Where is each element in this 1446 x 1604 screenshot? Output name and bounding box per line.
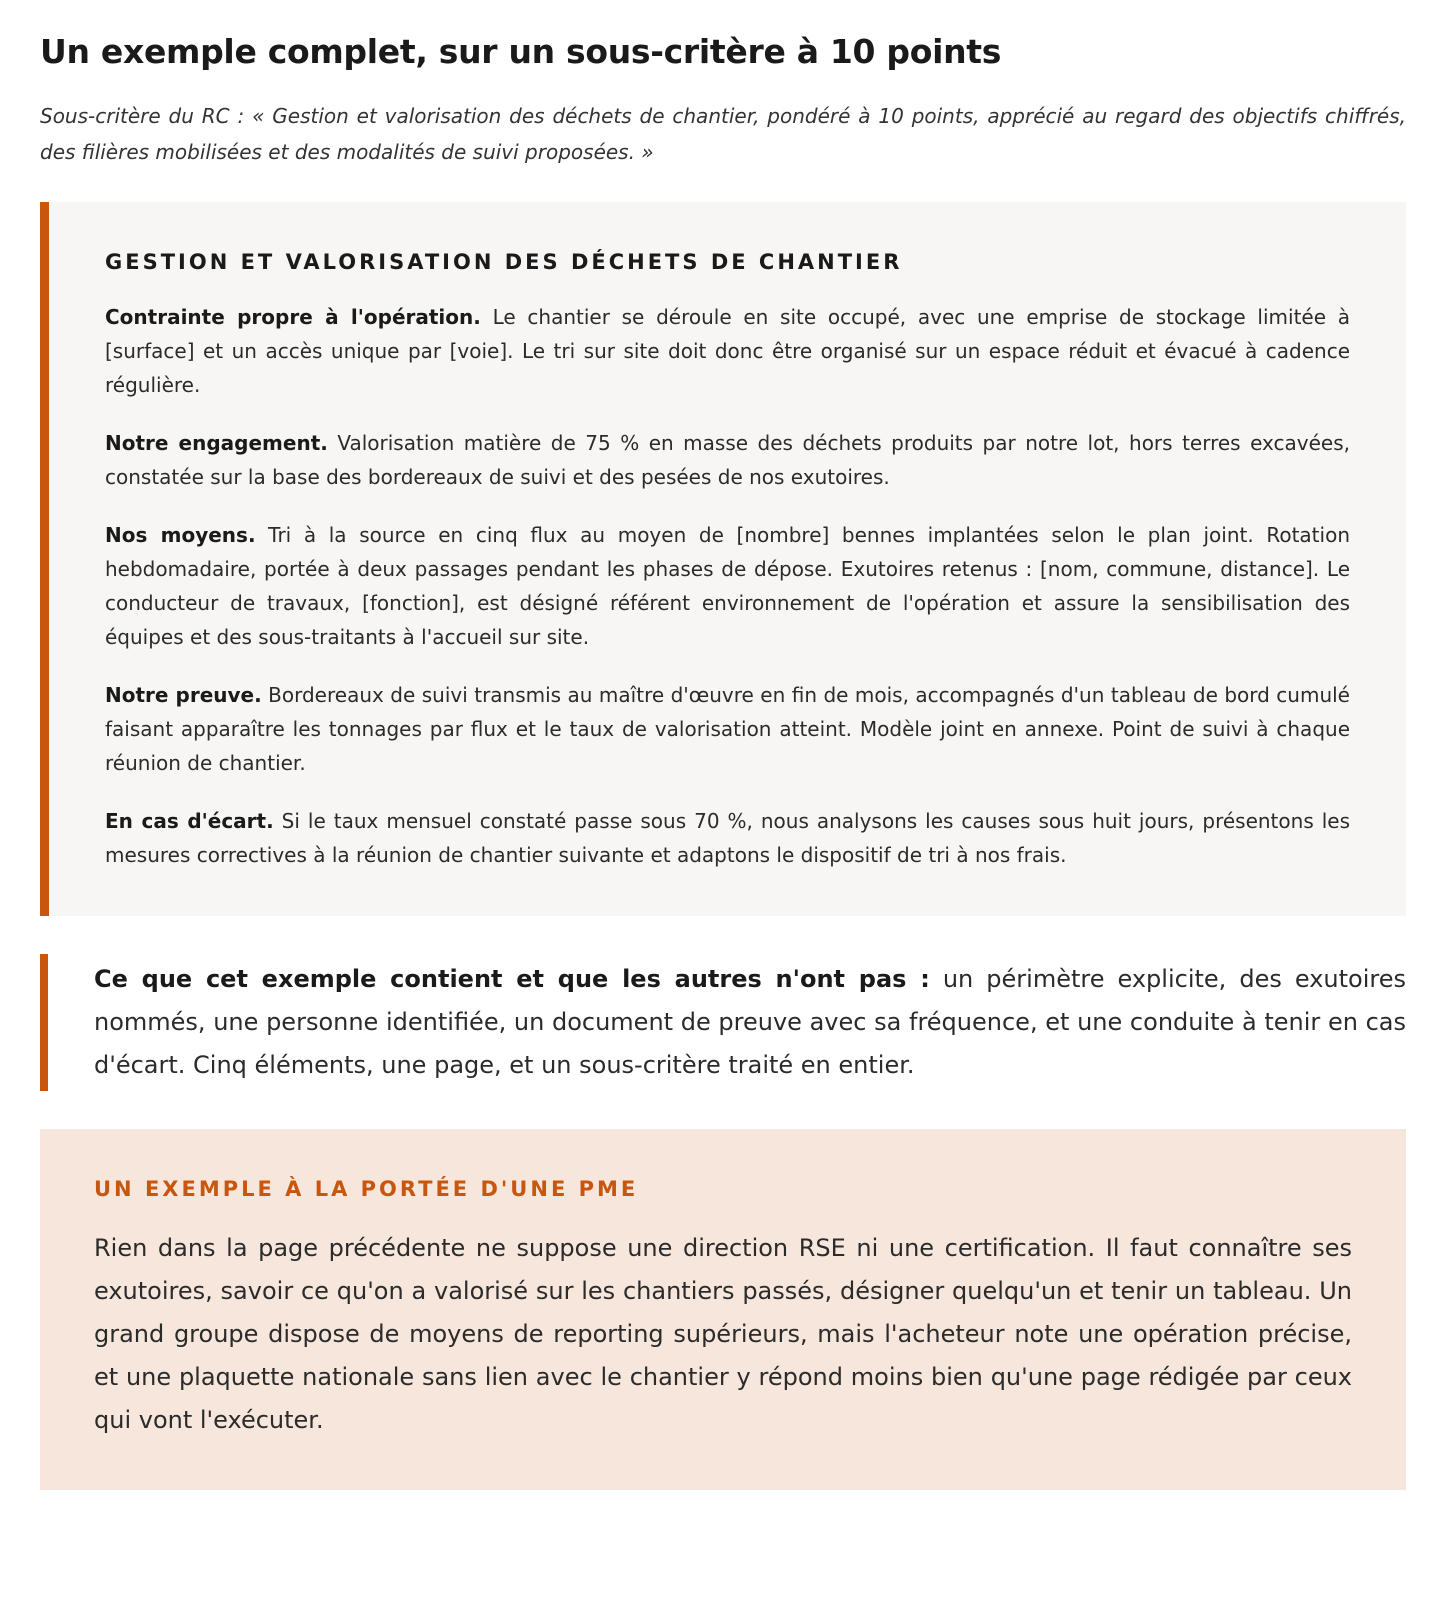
paragraph-text: Le chantier se déroule en site occupé, avec une emprise de stockage limitée à [surface] et un accès unique par [voie]. Le tri sur site doit donc être organisé sur un espace réduit et évacué à cadence régulière. (105, 305, 1351, 397)
paragraph-lead: En cas d'écart. (105, 809, 274, 833)
paragraph-text: Bordereaux de suivi transmis au maître d'œuvre en fin de mois, accompagnés d'un tableau de bord cumulé faisant apparaître les tonnages par flux et le taux de valorisation atteint. Modèle joint en annexe. Point de suivi à chaque réunion de chantier. (105, 683, 1350, 775)
paragraph-lead: Notre preuve. (105, 683, 262, 707)
example-paragraph-proof (105, 678, 1350, 780)
paragraph-text: Tri à la source en cinq flux au moyen de [nombre] bennes implantées selon le plan joint. Rotation hebdomadaire, portée à deux passages pendant les phases de dépose. Exutoires retenus : [nom, commune, distance]. Le conducteur de travaux, [fonction], est désigné référent environnement de l'opération et assure la sensibilisation des équipes et des sous-traitants à l'accueil sur site. (105, 523, 1350, 649)
pme-heading: UN EXEMPLE À LA PORTÉE D'UNE PME (94, 1177, 639, 1201)
example-paragraph-deviation (105, 804, 1350, 872)
callout (40, 954, 1406, 1091)
paragraph-lead: Notre engagement. (105, 431, 328, 455)
paragraph-text: Si le taux mensuel constaté passe sous 70 %, nous analysons les causes sous huit jours, présentons les mesures correctives à la réunion de chantier suivante et adaptons le dispositif de tri à nos frais. (105, 809, 1350, 867)
example-heading: GESTION ET VALORISATION DES DÉCHETS DE CHANTIER (105, 250, 903, 274)
example-paragraph-commitment (105, 426, 1350, 494)
callout-text (94, 958, 1406, 1087)
paragraph-lead: Contrainte propre à l'opération. (105, 305, 481, 329)
callout-body: un périmètre explicite, des exutoires nommés, une personne identifiée, un document de preuve avec sa fréquence, et une conduite à tenir en cas d'écart. Cinq éléments, une page, et un sous-critère traité en entier. (94, 965, 1406, 1079)
example-box (40, 202, 1406, 916)
pme-box (40, 1129, 1406, 1490)
pme-text: Rien dans la page précédente ne suppose une direction RSE ni une certification. Il faut connaître ses exutoires, savoir ce qu'on a valorisé sur les chantiers passés, désigner quelqu'un et tenir un tableau. Un grand groupe dispose de moyens de reporting supérieurs, mais l'acheteur note une opération précise, et une plaquette nationale sans lien avec le chantier y répond moins bien qu'une page rédigée par ceux qui vont l'exécuter. (94, 1234, 1352, 1434)
page-title: Un exemple complet, sur un sous-critère à 10 points (40, 32, 1002, 71)
callout-lead: Ce que cet exemple contient et que les autres n'ont pas : (94, 965, 930, 993)
example-paragraph-constraint (105, 300, 1350, 402)
example-paragraph-means (105, 518, 1350, 654)
paragraph-text: Valorisation matière de 75 % en masse des déchets produits par notre lot, hors terres excavées, constatée sur la base des bordereaux de suivi et des pesées de nos exutoires. (105, 431, 1350, 489)
intro-quote: Sous-critère du RC : « Gestion et valorisation des déchets de chantier, pondéré à 10 points, apprécié au regard des objectifs chiffrés, des filières mobilisées et des modalités de suivi proposées. » (40, 104, 1406, 164)
paragraph-lead: Nos moyens. (105, 523, 256, 547)
